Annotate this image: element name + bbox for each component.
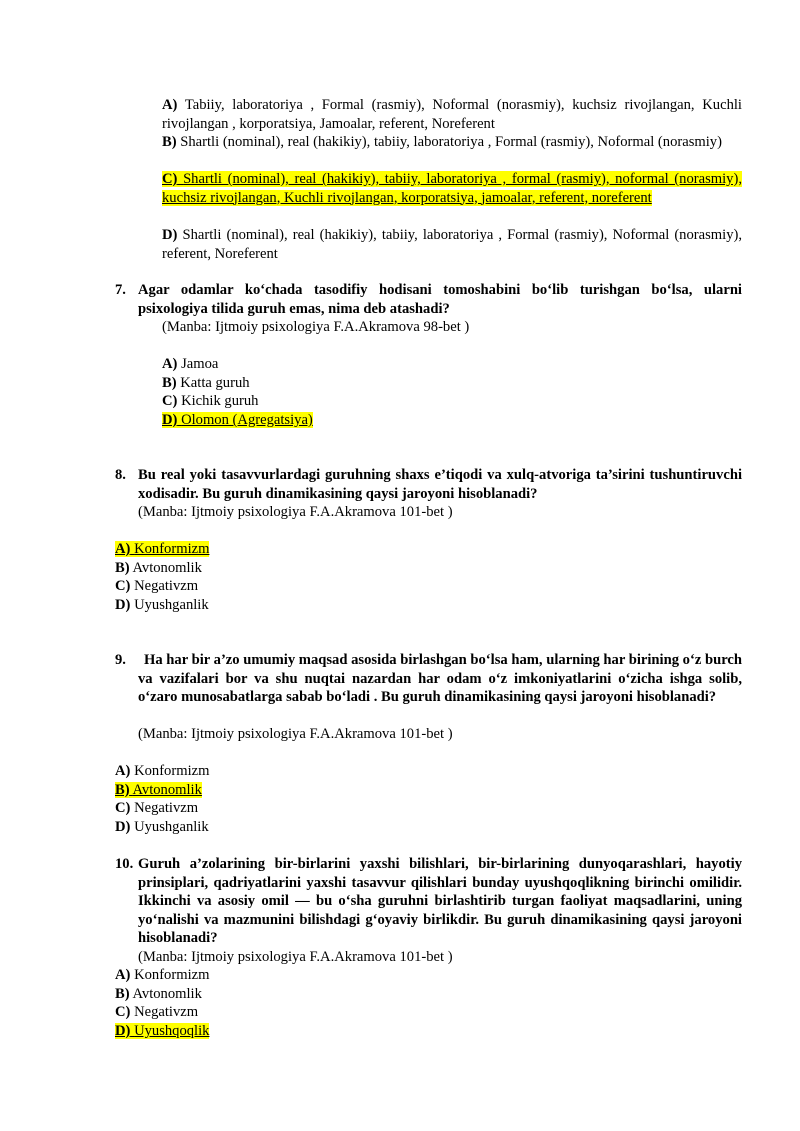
option-text: Uyushganlik: [134, 597, 209, 613]
option-text: Konformizm: [134, 763, 210, 779]
option-letter: D): [115, 597, 131, 613]
q10-question: Guruh a’zolarining bir-birlarini yaxshi bilishlari, bir-birlarining dunyoqarashlari, hayotiy prinsiplari, qadriyatlarini yaxshi tasavvur qilishlari bunday uyushqoqlikning birinchi omilidir. Ikkinchi va asosiy omil — bu o‘sha guruhni birlashtirib turgan faoliyat maqsadlarini, uning yo‘nalishi va mazmunini bilishdagi g‘oyaviy birlikdir. Bu guruh dinamikasining qaysi jaroyoni hisoblanadi?: [138, 856, 742, 946]
q7-source: (Manba: Ijtmoiy psixologiya F.A.Akramova 98-bet ): [162, 319, 470, 335]
q6-option-a: [162, 96, 742, 133]
q8-number: 8.: [115, 467, 126, 483]
q9-option-c: [115, 799, 198, 818]
option-letter: A): [115, 763, 131, 779]
q10-option-a: [115, 966, 209, 985]
option-letter: D): [115, 819, 131, 835]
option-letter: D): [162, 227, 178, 243]
q7-number: 7.: [115, 282, 126, 298]
q10-source: (Manba: Ijtmoiy psixologiya F.A.Akramova 101-bet ): [138, 949, 453, 965]
option-text: Avtonomlik: [132, 782, 202, 798]
option-letter: B): [115, 782, 130, 798]
option-letter: C): [162, 171, 178, 187]
q9-option-b-correct: [115, 781, 202, 800]
q7-option-a: [162, 355, 218, 374]
q8-option-a-correct: [115, 540, 209, 559]
option-letter: C): [115, 1004, 131, 1020]
option-letter: B): [162, 134, 177, 150]
option-text: Shartli (nominal), real (hakikiy), tabiiy, laboratoriya , Formal (rasmiy), Noformal (norasmiy), referent, Noreferent: [162, 227, 743, 262]
option-letter: A): [162, 356, 178, 372]
q7-question: Agar odamlar ko‘chada tasodifiy hodisani tomoshabini bo‘lib turishgan bo‘lsa, ularni psixologiya tilida guruh emas, nima deb atashadi?: [138, 282, 742, 317]
q8-option-c: [115, 577, 198, 596]
q10-option-d-correct: [115, 1022, 209, 1041]
option-letter: C): [115, 800, 131, 816]
q9-source: (Manba: Ijtmoiy psixologiya F.A.Akramova 101-bet ): [138, 726, 453, 742]
option-letter: A): [115, 967, 131, 983]
q9-question: Ha har bir a’zo umumiy maqsad asosida birlashgan bo‘lsa ham, ularning har birining o‘z burch va vazifalari bor va shu nuqtai nazardan har odam o‘z imkoniyatlarini o‘zicha ishga solib, o‘zaro munosabatlarga sabab bo‘ladi . Bu guruh dinamikasining qaysi jaroyoni hisoblanadi?: [138, 652, 742, 705]
option-letter: D): [162, 412, 178, 428]
option-letter: A): [162, 97, 178, 113]
q6-option-b: [162, 133, 742, 152]
option-text: Negativzm: [134, 578, 199, 594]
option-text: Katta guruh: [180, 375, 250, 391]
q7-option-b: [162, 374, 250, 393]
option-text: Avtonomlik: [132, 560, 202, 576]
q10-option-c: [115, 1003, 198, 1022]
option-text: Konformizm: [134, 967, 210, 983]
q9-number: 9.: [115, 652, 126, 668]
option-text: Konformizm: [134, 541, 210, 557]
option-text: Tabiiy, laboratoriya , Formal (rasmiy), Noformal (norasmiy), kuchsiz rivojlangan, Kuchli rivojlangan , korporatsiya, Jamoalar, referent, Noreferent: [162, 97, 742, 132]
option-letter: C): [115, 578, 131, 594]
q8-option-d: [115, 596, 209, 615]
option-text: Jamoa: [181, 356, 219, 372]
option-letter: C): [162, 393, 178, 409]
q7-option-d-correct: [162, 411, 313, 430]
q9-option-d: [115, 818, 209, 837]
q6-option-d: [162, 226, 742, 263]
option-letter: B): [162, 375, 177, 391]
q7-option-c: [162, 392, 258, 411]
option-text: Shartli (nominal), real (hakikiy), tabiiy, laboratoriya , Formal (rasmiy), Noformal (norasmiy): [180, 134, 722, 150]
option-text: Negativzm: [134, 800, 199, 816]
q10-number: 10.: [115, 856, 134, 872]
option-letter: A): [115, 541, 131, 557]
option-text: Uyushqoqlik: [134, 1023, 210, 1039]
q6-option-c-correct: [162, 170, 742, 207]
option-text: Uyushganlik: [134, 819, 209, 835]
q8-source: (Manba: Ijtmoiy psixologiya F.A.Akramova 101-bet ): [138, 504, 453, 520]
option-text: Shartli (nominal), real (hakikiy), tabiiy, laboratoriya , formal (rasmiy), noformal (norasmiy), kuchsiz rivojlangan, Kuchli rivojlangan, korporatsiya, jamoalar, referent, noreferent: [162, 171, 742, 206]
option-text: Kichik guruh: [181, 393, 259, 409]
q8-option-b: [115, 559, 202, 578]
q10-option-b: [115, 985, 202, 1004]
q8-question: Bu real yoki tasavvurlardagi guruhning shaxs e’tiqodi va xulq-atvoriga ta’sirini tushuntiruvchi xodisadir. Bu guruh dinamikasining qaysi jaroyoni hisoblanadi?: [138, 467, 742, 502]
option-text: Olomon (Agregatsiya): [181, 412, 313, 428]
option-letter: B): [115, 560, 130, 576]
option-letter: B): [115, 986, 130, 1002]
option-letter: D): [115, 1023, 131, 1039]
q9-option-a: [115, 762, 209, 781]
option-text: Negativzm: [134, 1004, 199, 1020]
option-text: Avtonomlik: [132, 986, 202, 1002]
